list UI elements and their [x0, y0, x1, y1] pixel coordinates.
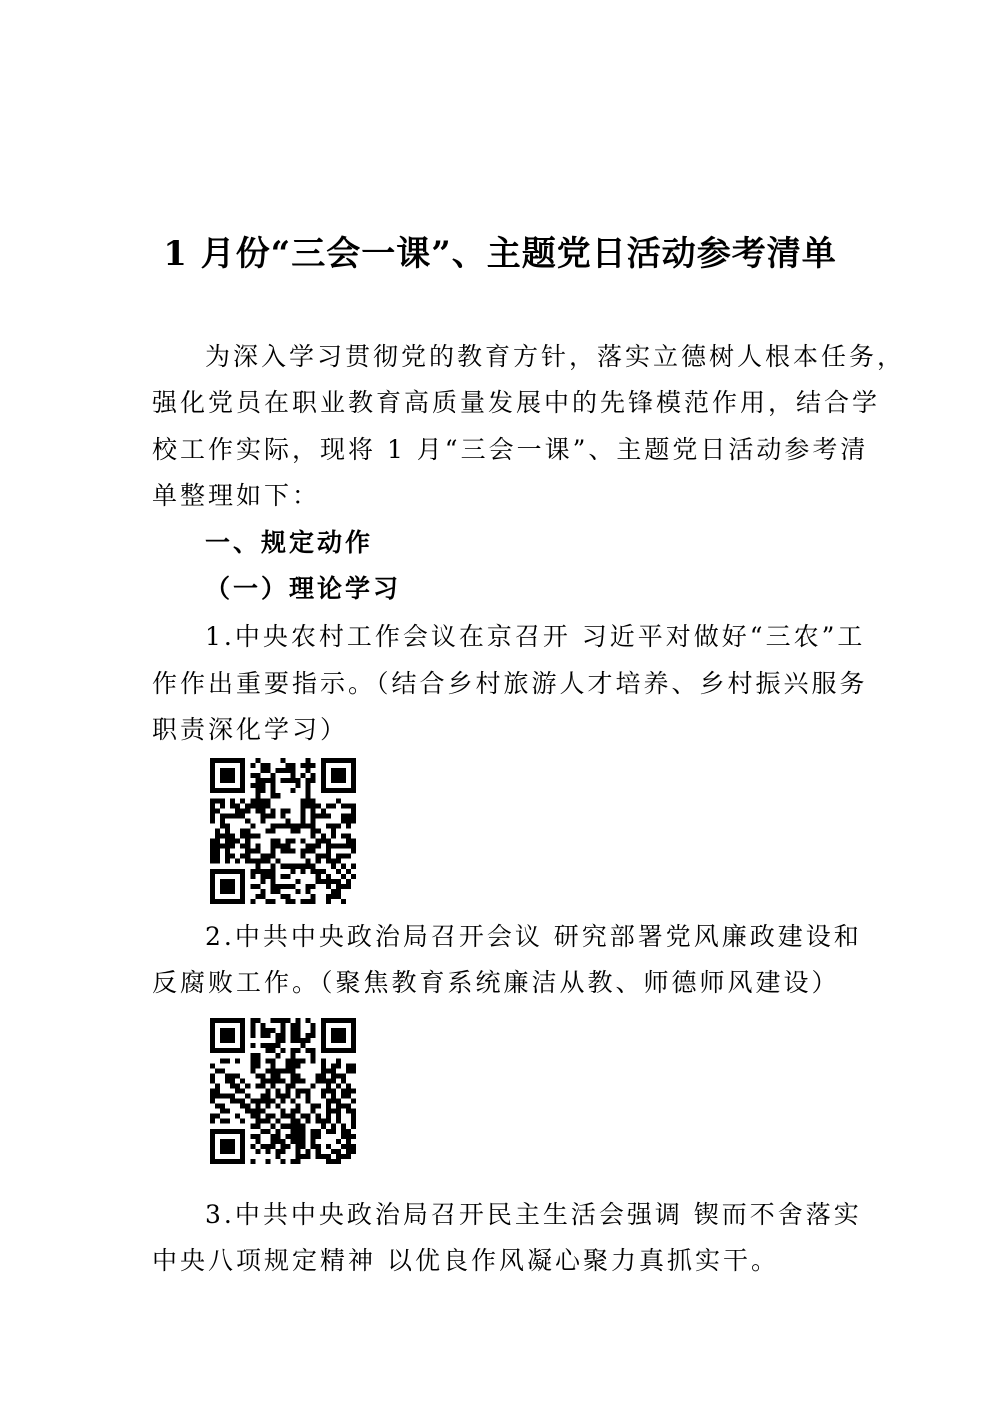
item-1-line-3: 职责深化学习） — [152, 715, 349, 744]
qr-code-1[interactable] — [210, 758, 356, 904]
document-title: 1 月份“三会一课”、主题党日活动参考清单 — [163, 234, 837, 274]
subsection-heading: （一）理论学习 — [205, 574, 402, 603]
intro-line-2: 强化党员在职业教育高质量发展中的先锋模范作用，结合学 — [152, 388, 881, 417]
intro-line-1: 为深入学习贯彻党的教育方针，落实立德树人根本任务， — [205, 342, 906, 371]
item-1-line-2: 作作出重要指示。（结合乡村旅游人才培养、乡村振兴服务 — [152, 669, 868, 698]
item-3-line-2: 中央八项规定精神 以优良作风凝心聚力真抓实干。 — [152, 1246, 779, 1275]
intro-line-4: 单整理如下： — [152, 481, 321, 510]
item-1-line-1: 1.中央农村工作会议在京召开 习近平对做好“三农”工 — [205, 622, 866, 651]
item-2-line-2: 反腐败工作。（聚焦教育系统廉洁从教、师德师风建设） — [152, 968, 840, 997]
item-3-line-1: 3.中共中央政治局召开民主生活会强调 锲而不舍落实 — [205, 1200, 862, 1229]
section-heading: 一、规定动作 — [205, 528, 374, 557]
intro-line-3: 校工作实际，现将 1 月“三会一课”、主题党日活动参考清 — [152, 435, 869, 464]
item-2-line-1: 2.中共中央政治局召开会议 研究部署党风廉政建设和 — [205, 922, 862, 951]
qr-code-2[interactable] — [210, 1018, 356, 1164]
